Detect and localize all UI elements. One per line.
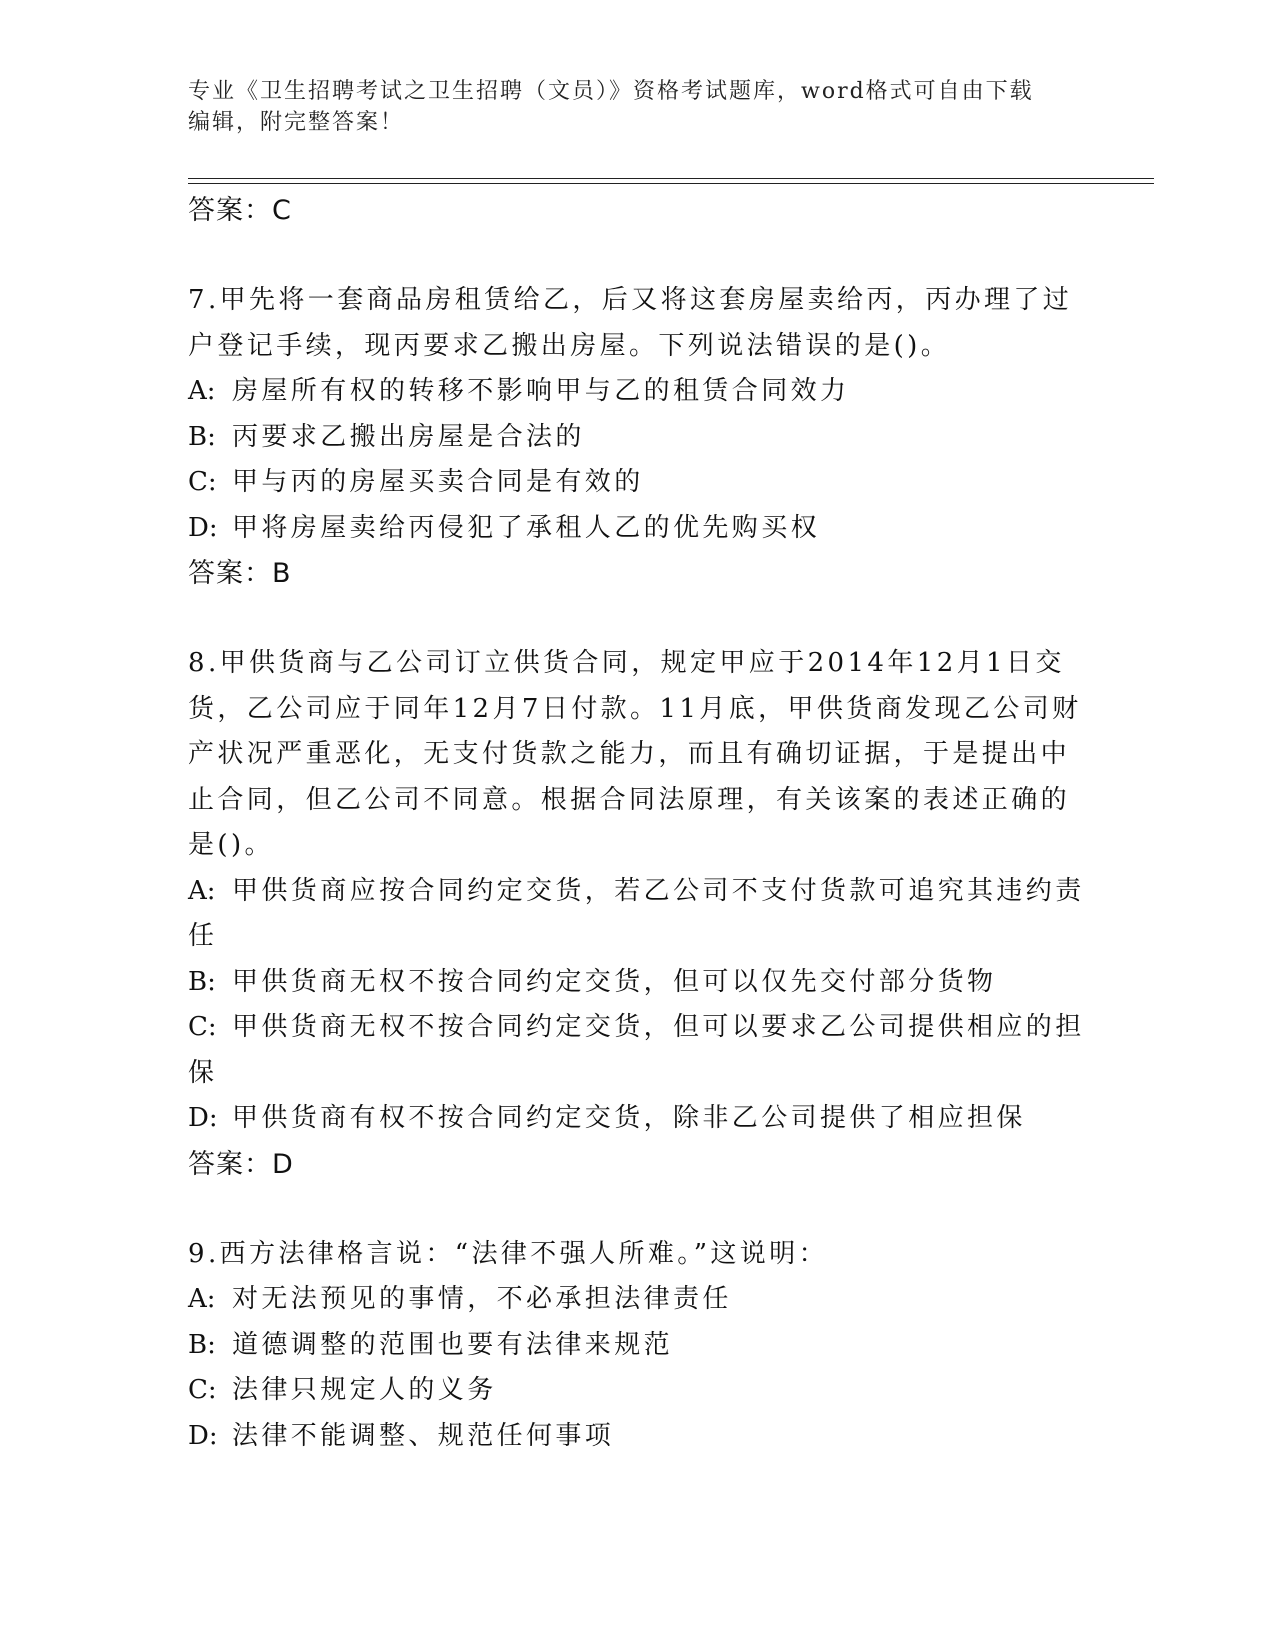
option-letter: B: <box>188 421 216 452</box>
question-stem-line: 是()。 <box>188 830 274 860</box>
option-text: 道德调整的范围也要有法律来规范 <box>232 1329 674 1360</box>
option-letter: D: <box>188 1420 218 1451</box>
option-text: 甲供货商无权不按合同约定交货，但可以要求乙公司提供相应的担 <box>232 1012 1085 1042</box>
option-letter: D: <box>188 512 218 543</box>
previous-answer: 答案：C <box>188 195 292 226</box>
question-9 <box>188 1232 1088 1460</box>
option-text: 甲与丙的房屋买卖合同是有效的 <box>232 467 644 497</box>
question-stem-line: 货，乙公司应于同年12月7日付款。11月底，甲供货商发现乙公司财 <box>188 693 1082 724</box>
option-text: 甲供货商有权不按合同约定交货，除非乙公司提供了相应担保 <box>232 1103 1026 1133</box>
header-line-2: 编辑，附完整答案！ <box>188 110 405 135</box>
option-a-continuation: 任 <box>188 921 218 951</box>
question-7 <box>188 278 1088 597</box>
option-a <box>188 869 1088 915</box>
option-text: 甲将房屋卖给丙侵犯了承租人乙的优先购买权 <box>232 512 821 543</box>
question-stem-line: 户登记手续，现丙要求乙搬出房屋。下列说法错误的是()。 <box>188 330 951 361</box>
option-b <box>188 1323 1088 1369</box>
option-d <box>188 1414 1088 1460</box>
option-d <box>188 1096 1088 1142</box>
document-header <box>188 76 1088 138</box>
option-c <box>188 1368 1088 1414</box>
option-a <box>188 1277 1088 1323</box>
option-b <box>188 960 1088 1006</box>
option-letter: C: <box>188 1012 217 1042</box>
option-letter: A: <box>188 1284 216 1314</box>
option-text: 法律不能调整、规范任何事项 <box>232 1420 615 1451</box>
question-stem-line: 产状况严重恶化，无支付货款之能力，而且有确切证据，于是提出中 <box>188 739 1071 769</box>
option-c <box>188 460 1088 506</box>
option-letter: D: <box>188 1103 218 1133</box>
header-divider-bottom <box>188 183 1154 184</box>
option-text: 甲供货商应按合同约定交货，若乙公司不支付货款可追究其违约责 <box>232 875 1085 906</box>
question-list <box>188 188 1088 1459</box>
option-text: 法律只规定人的义务 <box>232 1375 497 1405</box>
option-text: 房屋所有权的转移不影响甲与乙的租赁合同效力 <box>232 376 850 406</box>
option-letter: C: <box>188 467 217 497</box>
option-letter: A: <box>188 875 216 906</box>
header-divider-top <box>188 178 1154 179</box>
answer-label: 答案：B <box>188 558 292 589</box>
header-line-1: 专业《卫生招聘考试之卫生招聘（文员）》资格考试题库，word格式可自由下载 <box>188 79 1034 104</box>
question-stem-line: 9.西方法律格言说：“法律不强人所难。”这说明： <box>188 1238 828 1269</box>
option-letter: A: <box>188 376 216 406</box>
option-b <box>188 415 1088 461</box>
option-a <box>188 369 1088 415</box>
question-stem-line: 7.甲先将一套商品房租赁给乙，后又将这套房屋卖给丙，丙办理了过 <box>188 285 1073 315</box>
answer-label: 答案：D <box>188 1148 294 1180</box>
option-c-continuation: 保 <box>188 1057 218 1088</box>
option-letter: B: <box>188 966 216 997</box>
question-stem-line: 止合同，但乙公司不同意。根据合同法原理，有关该案的表述正确的 <box>188 784 1071 815</box>
option-d <box>188 506 1088 552</box>
question-8 <box>188 641 1088 1188</box>
option-letter: C: <box>188 1375 217 1405</box>
option-c <box>188 1005 1088 1051</box>
question-stem-line: 8.甲供货商与乙公司订立供货合同，规定甲应于2014年12月1日交 <box>188 648 1065 678</box>
option-text: 对无法预见的事情，不必承担法律责任 <box>232 1284 732 1314</box>
option-letter: B: <box>188 1329 216 1360</box>
option-text: 丙要求乙搬出房屋是合法的 <box>232 421 585 452</box>
option-text: 甲供货商无权不按合同约定交货，但可以仅先交付部分货物 <box>232 966 997 997</box>
